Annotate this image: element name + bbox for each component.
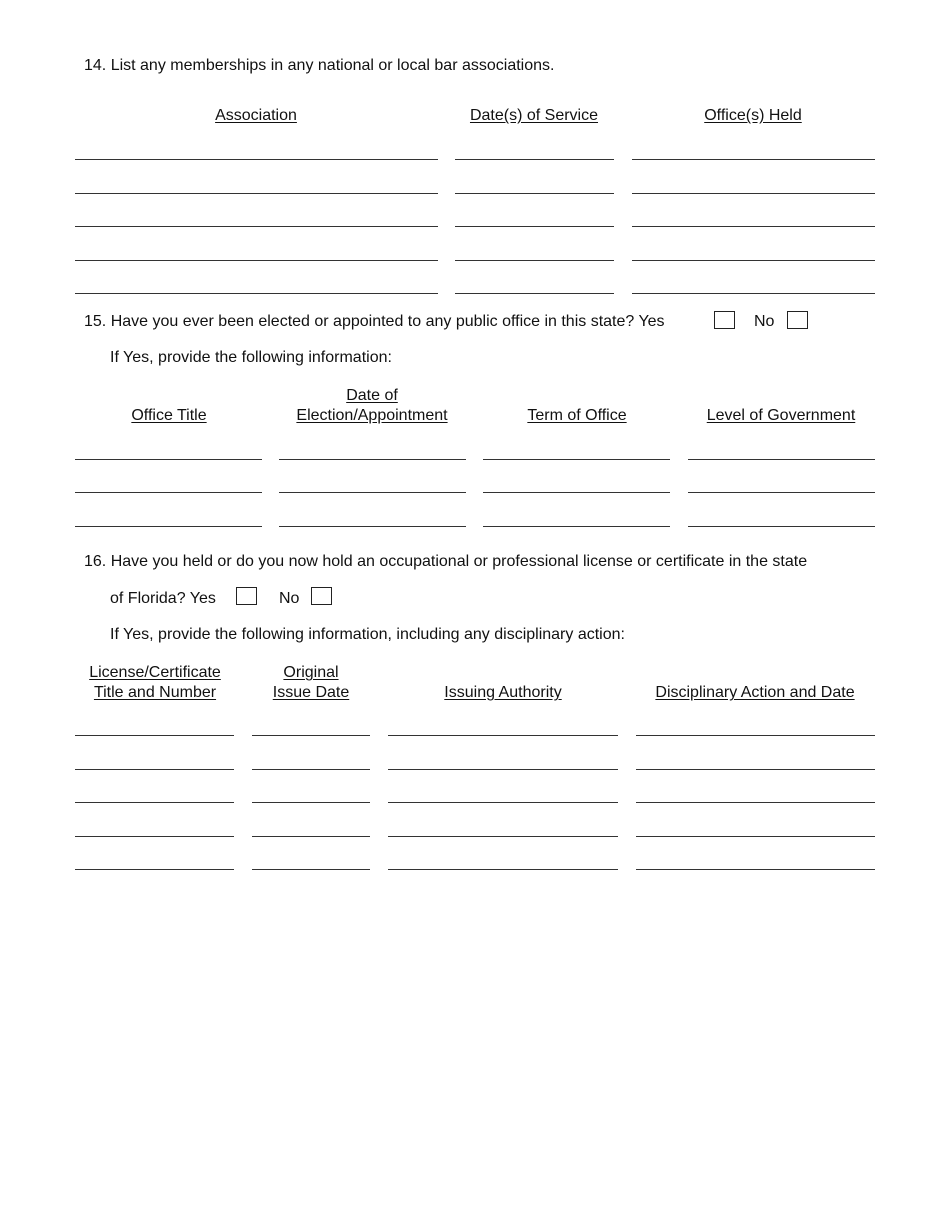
- q16-row2-disciplinary-line[interactable]: [636, 769, 875, 770]
- q16-row2-license-line[interactable]: [75, 769, 234, 770]
- q15-header-date-line1: Date of: [346, 387, 398, 404]
- q15-row3-level-line[interactable]: [688, 526, 875, 527]
- q14-row4-offices-line[interactable]: [632, 260, 875, 261]
- q14-row3-association-line[interactable]: [75, 226, 438, 227]
- q16-row1-authority-line[interactable]: [388, 735, 618, 736]
- q16-row5-license-line[interactable]: [75, 869, 234, 870]
- q15-no-label: No: [754, 313, 775, 330]
- q16-row5-disciplinary-line[interactable]: [636, 869, 875, 870]
- q15-row3-office-line[interactable]: [75, 526, 262, 527]
- q16-row2-authority-line[interactable]: [388, 769, 618, 770]
- q15-row2-term-line[interactable]: [483, 492, 670, 493]
- q15-row3-term-line[interactable]: [483, 526, 670, 527]
- q16-prompt-line2: of Florida? Yes: [110, 590, 216, 607]
- q15-row2-date-line[interactable]: [279, 492, 466, 493]
- q15-prompt: 15. Have you ever been elected or appointed to any public office in this state? Yes: [84, 313, 665, 330]
- q16-header-license-line2: Title and Number: [93, 684, 217, 701]
- q16-row3-license-line[interactable]: [75, 802, 234, 803]
- q14-header-association: Association: [215, 107, 297, 124]
- q14-row1-dates-line[interactable]: [455, 159, 614, 160]
- q15-row1-term-line[interactable]: [483, 459, 670, 460]
- q14-row4-dates-line[interactable]: [455, 260, 614, 261]
- q16-row4-authority-line[interactable]: [388, 836, 618, 837]
- q14-row4-association-line[interactable]: [75, 260, 438, 261]
- q16-row4-license-line[interactable]: [75, 836, 234, 837]
- q16-no-checkbox[interactable]: [311, 587, 332, 605]
- q16-row3-disciplinary-line[interactable]: [636, 802, 875, 803]
- q16-row1-license-line[interactable]: [75, 735, 234, 736]
- q16-row3-authority-line[interactable]: [388, 802, 618, 803]
- q14-row1-association-line[interactable]: [75, 159, 438, 160]
- q15-yes-checkbox[interactable]: [714, 311, 735, 329]
- q16-row1-disciplinary-line[interactable]: [636, 735, 875, 736]
- q14-row1-offices-line[interactable]: [632, 159, 875, 160]
- q16-no-label: No: [279, 590, 300, 607]
- q16-row5-authority-line[interactable]: [388, 869, 618, 870]
- q14-header-offices: Office(s) Held: [704, 107, 802, 124]
- q15-header-office-title: Office Title: [131, 407, 207, 424]
- q15-header-level: Level of Government: [706, 407, 856, 424]
- q14-row5-association-line[interactable]: [75, 293, 438, 294]
- q16-row4-disciplinary-line[interactable]: [636, 836, 875, 837]
- q16-followup: If Yes, provide the following information, including any disciplinary action:: [110, 626, 625, 643]
- q16-header-disciplinary: Disciplinary Action and Date: [655, 684, 855, 701]
- q16-row4-issue-line[interactable]: [252, 836, 370, 837]
- q16-header-issue-date: [251, 663, 371, 703]
- q15-row1-date-line[interactable]: [279, 459, 466, 460]
- q16-yes-checkbox[interactable]: [236, 587, 257, 605]
- q14-header-dates: Date(s) of Service: [469, 107, 599, 124]
- q16-header-issue-line2: Issue Date: [272, 684, 350, 701]
- q14-row5-offices-line[interactable]: [632, 293, 875, 294]
- q15-followup: If Yes, provide the following information:: [110, 349, 392, 366]
- q16-row5-issue-line[interactable]: [252, 869, 370, 870]
- q15-header-date: [272, 386, 472, 426]
- q14-row3-dates-line[interactable]: [455, 226, 614, 227]
- q16-header-issue-line1: Original: [283, 664, 339, 681]
- q15-header-term: Term of Office: [527, 407, 627, 424]
- q15-row2-level-line[interactable]: [688, 492, 875, 493]
- q15-row2-office-line[interactable]: [75, 492, 262, 493]
- q16-prompt: 16. Have you held or do you now hold an occupational or professional license or certificate in the state: [84, 553, 808, 570]
- q15-row1-level-line[interactable]: [688, 459, 875, 460]
- q16-row1-issue-line[interactable]: [252, 735, 370, 736]
- q14-row2-offices-line[interactable]: [632, 193, 875, 194]
- q15-no-checkbox[interactable]: [787, 311, 808, 329]
- q15-row3-date-line[interactable]: [279, 526, 466, 527]
- q16-row3-issue-line[interactable]: [252, 802, 370, 803]
- q14-prompt: 14. List any memberships in any national or local bar associations.: [84, 57, 555, 74]
- q16-header-license-line1: License/Certificate: [89, 664, 221, 681]
- q16-row2-issue-line[interactable]: [252, 769, 370, 770]
- q14-row2-dates-line[interactable]: [455, 193, 614, 194]
- q14-row2-association-line[interactable]: [75, 193, 438, 194]
- q16-header-authority: Issuing Authority: [444, 684, 562, 701]
- q14-row3-offices-line[interactable]: [632, 226, 875, 227]
- q16-header-license: [75, 663, 235, 703]
- q15-row1-office-line[interactable]: [75, 459, 262, 460]
- q15-header-date-line2: Election/Appointment: [296, 407, 448, 424]
- q14-row5-dates-line[interactable]: [455, 293, 614, 294]
